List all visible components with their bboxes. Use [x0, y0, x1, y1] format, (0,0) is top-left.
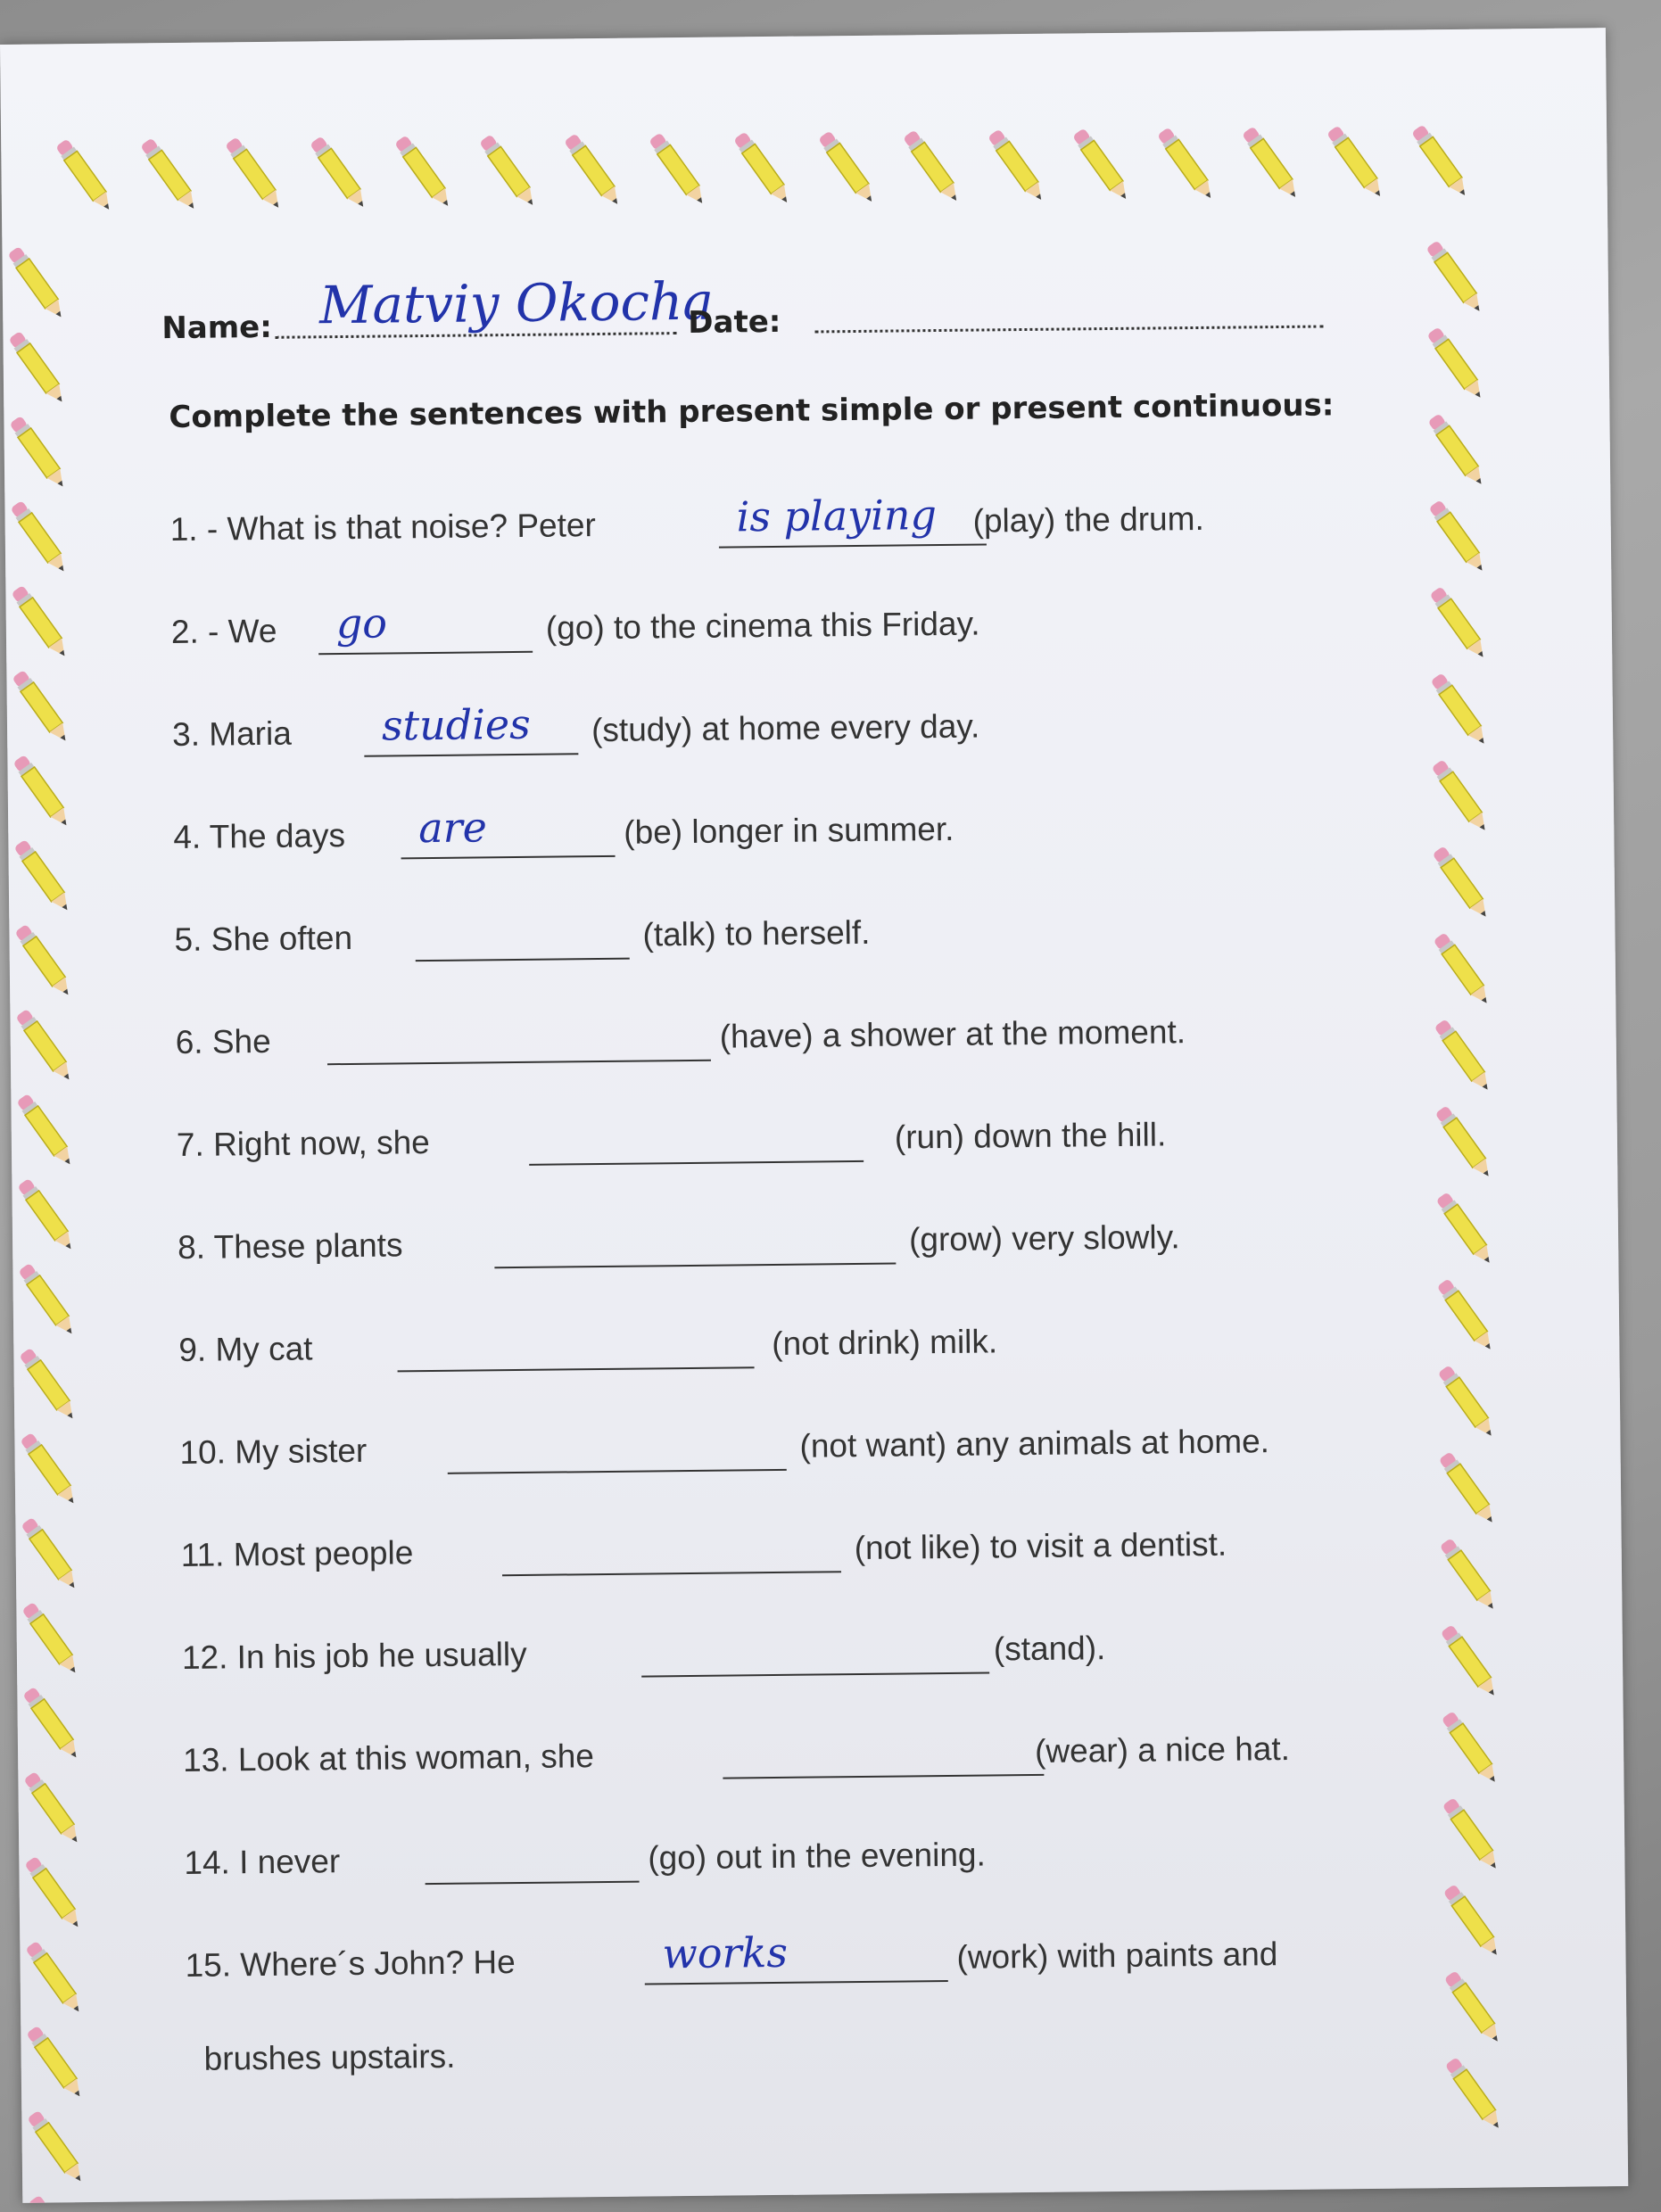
question-row [170, 598, 980, 667]
pencil-icon [1410, 124, 1471, 200]
pencil-icon [478, 134, 539, 210]
answer-blank[interactable] [416, 958, 630, 962]
worksheet-page [0, 28, 1628, 2203]
handwritten-answer: works [662, 1927, 789, 1978]
verb-hint: (stand). [993, 1630, 1106, 1668]
question-text: 3. Maria [171, 714, 292, 754]
pencil-icon [26, 2109, 87, 2185]
question-row [174, 913, 871, 975]
pencil-icon [1071, 128, 1132, 203]
pencil-icon [7, 245, 68, 321]
verb-hint: (go) to the cinema this Friday. [545, 605, 980, 647]
pencil-icon [817, 130, 878, 206]
verb-hint: (not like) to visit a dentist. [854, 1525, 1227, 1567]
pencil-icon [11, 584, 71, 660]
verb-hint: (grow) very slowly. [908, 1218, 1180, 1259]
verb-hint: (talk) to herself. [642, 913, 871, 953]
pencil-icon [1431, 759, 1492, 835]
answer-blank[interactable] [529, 1160, 864, 1166]
pencil-icon [1156, 127, 1217, 202]
question-row [180, 1525, 1227, 1590]
question-row [184, 1836, 987, 1898]
pencil-icon [309, 136, 369, 211]
question-text: 7. Right now, she [176, 1124, 430, 1163]
verb-hint: (not want) any animals at home. [799, 1423, 1270, 1465]
pencil-icon [18, 1262, 79, 1338]
question-text: 8. These plants [177, 1226, 403, 1266]
pencil-icon [732, 131, 793, 207]
pencil-icon [1441, 1711, 1501, 1787]
question-text: 9. My cat [178, 1330, 313, 1368]
pencil-icon [224, 136, 285, 212]
question-row [171, 699, 980, 770]
question-text: 4. The days [173, 816, 346, 856]
pencil-icon [8, 330, 69, 406]
pencil-icon [13, 838, 74, 914]
pencil-icon [1435, 1192, 1496, 1267]
verb-hint: (play) the drum. [972, 499, 1204, 540]
pencil-icon [12, 669, 72, 745]
pencil-icon [648, 132, 708, 208]
pencil-icon [21, 1686, 82, 1762]
pencil-icon [16, 1093, 77, 1168]
pencil-icon [14, 923, 75, 999]
pencil-icon [1438, 1451, 1499, 1527]
verb-hint: (run) down the hill. [894, 1116, 1167, 1156]
instructions: Complete the sentences with present simple or present continuous: [169, 387, 1335, 436]
answer-blank[interactable] [318, 651, 533, 656]
question-text: 5. She often [174, 919, 353, 959]
pencil-icon [1444, 2057, 1505, 2133]
verb-hint: (go) out in the evening. [648, 1836, 987, 1877]
answer-blank[interactable] [494, 1263, 896, 1269]
question-row [176, 1116, 1167, 1180]
question-text: 15. Where´s John? He [185, 1944, 516, 1984]
pencil-icon [1443, 1970, 1504, 2046]
pencil-icon [23, 1855, 84, 1931]
date-line[interactable] [814, 325, 1323, 333]
pencil-icon [54, 138, 115, 214]
pencil-icon [27, 2194, 87, 2203]
pencil-icon [1442, 1797, 1502, 1873]
pencil-icon [1425, 240, 1486, 316]
date-label: Date: [688, 303, 781, 341]
question-row [169, 491, 1204, 565]
question-row [175, 1013, 1186, 1077]
pencil-icon [9, 415, 70, 491]
question-text: 14. I never [184, 1843, 341, 1881]
pencil-icon [1433, 932, 1493, 1008]
answer-blank[interactable] [719, 543, 987, 548]
pencil-icon [987, 128, 1047, 204]
answer-blank[interactable] [502, 1571, 841, 1576]
pencil-icon [15, 1008, 76, 1084]
verb-hint: (be) longer in summer. [624, 810, 954, 851]
pencil-icon [12, 754, 73, 830]
pencil-icon [393, 135, 454, 210]
answer-blank[interactable] [641, 1671, 989, 1677]
pencil-icon [1434, 1105, 1495, 1181]
pencil-icon [1326, 125, 1386, 201]
pencil-icon [1437, 1365, 1498, 1440]
question-row [181, 1630, 1106, 1693]
answer-blank[interactable] [327, 1060, 711, 1066]
pencil-icon [1428, 499, 1489, 575]
handwritten-answer: are [417, 803, 488, 853]
verb-hint: (not drink) milk. [772, 1323, 998, 1363]
handwritten-answer: studies [381, 699, 532, 750]
pencil-icon [1442, 1884, 1503, 1960]
handwritten-answer: is playing [736, 491, 938, 541]
pencil-icon [24, 1940, 85, 2016]
answer-blank[interactable] [723, 1774, 1044, 1779]
answer-blank[interactable] [645, 1980, 948, 1985]
pencil-icon [139, 137, 200, 213]
question-text: 10. My sister [179, 1432, 368, 1471]
answer-blank[interactable] [448, 1469, 787, 1474]
handwritten-answer: go [335, 598, 388, 648]
pencil-icon [1426, 326, 1487, 402]
pencil-icon [1430, 673, 1491, 748]
question-row [178, 1323, 998, 1385]
pencil-icon [1241, 126, 1302, 202]
pencil-icon [563, 133, 624, 209]
pencil-icon [1432, 846, 1492, 921]
pencil-icon [20, 1516, 80, 1592]
pencil-icon [22, 1770, 83, 1846]
pencil-icon [902, 129, 963, 205]
pencil-icon [1436, 1278, 1497, 1354]
question-text: 13. Look at this woman, she [182, 1737, 595, 1779]
pencil-icon [25, 2025, 86, 2101]
pencil-icon [1427, 413, 1488, 489]
pencil-icon [1439, 1538, 1500, 1614]
pencil-icon [21, 1601, 81, 1677]
question-row [182, 1729, 1291, 1795]
question-text: 1. - What is that noise? Peter [169, 507, 597, 549]
question-text: 12. In his job he usually [181, 1635, 527, 1676]
answer-blank[interactable] [401, 855, 616, 860]
question-row [173, 803, 954, 872]
verb-hint: (wear) a nice hat. [1034, 1729, 1291, 1770]
question-15-continuation: brushes upstairs. [203, 2037, 456, 2077]
pencil-icon [18, 1347, 79, 1423]
name-signature: Matviy Okocha [318, 270, 715, 336]
question-text: 11. Most people [180, 1534, 414, 1573]
pencil-icon [1429, 586, 1490, 662]
answer-blank[interactable] [398, 1366, 755, 1372]
verb-hint: (study) at home every day. [591, 707, 980, 749]
verb-hint: (have) a shower at the moment. [719, 1013, 1186, 1055]
question-text: 6. She [175, 1022, 271, 1061]
question-row [185, 1927, 1278, 2001]
answer-blank[interactable] [426, 1881, 640, 1886]
pencil-icon [10, 499, 70, 575]
pencil-icon [1434, 1019, 1494, 1094]
name-label: Name: [161, 309, 273, 347]
answer-blank[interactable] [364, 753, 578, 757]
question-text: 2. - We [170, 612, 277, 651]
pencil-icon [1440, 1624, 1500, 1700]
pencil-icon [19, 1432, 79, 1507]
pencil-icon [17, 1177, 78, 1253]
verb-hint: (work) with paints and [956, 1936, 1278, 1976]
question-row [179, 1423, 1270, 1488]
